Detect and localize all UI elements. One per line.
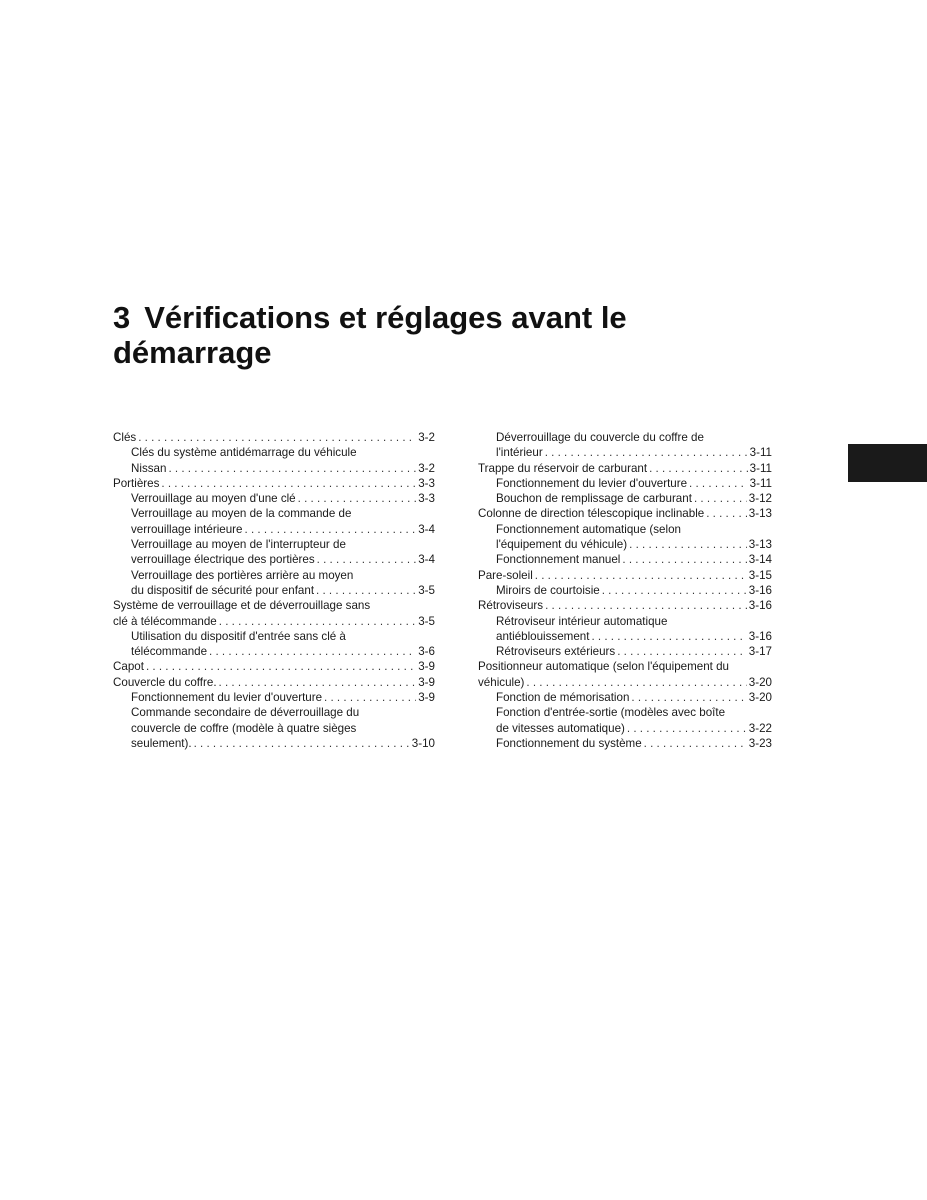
toc-page-number: 3-23 — [748, 736, 772, 750]
dot-leader — [146, 659, 416, 674]
dot-leader — [245, 522, 417, 537]
toc-entry-text: Colonne de direction télescopique inclinable — [478, 507, 705, 521]
toc-page-number: 3-11 — [749, 461, 772, 475]
toc-left-column — [113, 430, 435, 751]
toc-entry-text: l'intérieur — [496, 446, 543, 460]
chapter-title-line2: démarrage — [113, 335, 272, 370]
toc-page-number: 3-22 — [748, 721, 772, 735]
toc-entry[interactable] — [478, 583, 772, 598]
toc-entry[interactable] — [113, 445, 435, 476]
toc-entry[interactable] — [113, 659, 435, 674]
toc-right-column — [478, 430, 772, 751]
toc-entry-text: véhicule) — [478, 675, 525, 689]
toc-entry-text: Clés du système antidémarrage du véhicule — [131, 446, 357, 460]
toc-entry[interactable] — [478, 522, 772, 553]
toc-entry-text: Verrouillage au moyen d'une clé — [131, 492, 296, 506]
toc-entry[interactable] — [113, 506, 435, 537]
toc-entry-text: télécommande — [131, 645, 208, 659]
toc-entry[interactable] — [113, 430, 435, 445]
dot-leader — [324, 690, 416, 705]
chapter-number: 3 — [113, 300, 131, 335]
toc-entry[interactable] — [478, 614, 772, 645]
toc-entry[interactable] — [478, 476, 772, 491]
toc-entry[interactable] — [113, 568, 435, 599]
toc-entry[interactable] — [478, 461, 772, 476]
toc-entry[interactable] — [113, 690, 435, 705]
toc-page-number: 3-9 — [418, 691, 435, 705]
toc-page-number: 3-5 — [418, 614, 435, 628]
toc-entry-text: Verrouillage au moyen de l'interrupteur de — [131, 538, 346, 552]
dot-leader — [138, 430, 416, 445]
dot-leader — [622, 552, 746, 567]
toc-entry-text: de vitesses automatique) — [496, 721, 625, 735]
toc-entry[interactable] — [478, 598, 772, 613]
toc-entry[interactable] — [478, 552, 772, 567]
toc-entry-text: couvercle de coffre (modèle à quatre sièges — [131, 721, 357, 735]
toc-page-number: 3-20 — [748, 675, 772, 689]
toc-entry-text: Fonction d'entrée-sortie (modèles avec boîte — [496, 706, 726, 720]
toc-page-number: 3-3 — [418, 492, 435, 506]
toc-entry[interactable] — [478, 644, 772, 659]
toc-entry-text: verrouillage électrique des portières — [131, 553, 315, 567]
toc-entry-text: Fonctionnement manuel — [496, 553, 621, 567]
toc-entry-text: Fonctionnement automatique (selon — [496, 522, 681, 536]
dot-leader — [545, 598, 747, 613]
dot-leader — [602, 583, 747, 598]
toc-entry-text: clé à télécommande — [113, 614, 217, 628]
toc-entry[interactable] — [113, 629, 435, 660]
toc-entry-text: Système de verrouillage et de déverrouillage sans — [113, 599, 371, 613]
toc-page-number: 3-2 — [418, 431, 435, 444]
toc-entry-text: Utilisation du dispositif d'entrée sans clé à — [131, 629, 346, 643]
dot-leader — [706, 506, 747, 521]
toc-entry-text: Rétroviseur intérieur automatique — [496, 614, 668, 628]
dot-leader — [629, 537, 747, 552]
toc-page-number: 3-13 — [748, 507, 772, 521]
toc-entry[interactable] — [478, 659, 772, 690]
toc-entry-text: Déverrouillage du couvercle du coffre de — [496, 431, 704, 444]
toc-page-number: 3-13 — [748, 538, 772, 552]
toc-page-number: 3-3 — [418, 476, 435, 490]
toc-entry[interactable] — [113, 598, 435, 629]
toc-entry[interactable] — [478, 705, 772, 736]
toc-entry[interactable] — [478, 568, 772, 583]
toc-entry-text: Couvercle du coffre. — [113, 675, 217, 689]
toc-page-number: 3-6 — [418, 645, 435, 659]
toc-entry[interactable] — [113, 491, 435, 506]
toc-entry-text: Fonctionnement du système — [496, 736, 642, 750]
dot-leader — [219, 614, 416, 629]
toc-entry[interactable] — [113, 476, 435, 491]
toc-page-number: 3-11 — [749, 446, 772, 460]
toc-entry[interactable] — [113, 537, 435, 568]
toc-entry[interactable] — [478, 690, 772, 705]
dot-leader — [649, 461, 748, 476]
dot-leader — [689, 476, 748, 491]
toc-page-number: 3-2 — [418, 461, 435, 475]
chapter-tab-marker — [848, 444, 927, 482]
dot-leader — [194, 736, 410, 751]
toc-entry-text: Trappe du réservoir de carburant — [478, 461, 648, 475]
toc-entry-text: Fonction de mémorisation — [496, 691, 630, 705]
dot-leader — [317, 552, 417, 567]
toc-page-number: 3-5 — [418, 583, 435, 597]
toc-entry[interactable] — [478, 491, 772, 506]
toc-entry-text: Capot — [113, 660, 144, 674]
toc-page-number: 3-9 — [418, 675, 435, 689]
toc-entry-text: antiéblouissement — [496, 629, 590, 643]
toc-entry-text: l'équipement du véhicule) — [496, 538, 628, 552]
toc-page-number: 3-10 — [411, 736, 435, 750]
dot-leader — [644, 736, 747, 751]
toc-page-number: 3-4 — [418, 553, 435, 567]
toc-entry-text: Fonctionnement du levier d'ouverture — [131, 691, 323, 705]
dot-leader — [168, 461, 416, 476]
toc-page-number: 3-16 — [748, 629, 772, 643]
toc-entry-text: Verrouillage au moyen de la commande de — [131, 507, 352, 521]
toc-entry[interactable] — [113, 675, 435, 690]
toc-page-number: 3-16 — [748, 583, 772, 597]
toc-entry-text: Verrouillage des portières arrière au moyen — [131, 568, 354, 582]
chapter-title-line1: Vérifications et réglages avant le — [144, 300, 627, 335]
dot-leader — [631, 690, 746, 705]
toc-entry-text: verrouillage intérieure — [131, 522, 243, 536]
toc-entry-text: Commande secondaire de déverrouillage du — [131, 706, 360, 720]
toc-page-number: 3-16 — [748, 599, 772, 613]
dot-leader — [219, 675, 417, 690]
toc-entry-text: Rétroviseurs extérieurs — [496, 645, 616, 659]
dot-leader — [161, 476, 416, 491]
toc-entry-text: Rétroviseurs — [478, 599, 544, 613]
dot-leader — [617, 644, 747, 659]
toc-page-number: 3-20 — [748, 691, 772, 705]
dot-leader — [298, 491, 417, 506]
toc-page-number: 3-11 — [749, 476, 772, 490]
toc-entry[interactable] — [478, 430, 772, 461]
dot-leader — [627, 721, 747, 736]
toc-entry-text: du dispositif de sécurité pour enfant — [131, 583, 315, 597]
chapter-title — [113, 300, 753, 370]
dot-leader — [545, 445, 748, 460]
toc-page-number: 3-9 — [418, 660, 435, 674]
dot-leader — [591, 629, 746, 644]
toc-entry-text: Fonctionnement du levier d'ouverture — [496, 476, 688, 490]
dot-leader — [209, 644, 416, 659]
toc-page-number: 3-4 — [418, 522, 435, 536]
toc-page-number: 3-12 — [748, 492, 772, 506]
toc-entry-text: Miroirs de courtoisie — [496, 583, 600, 597]
toc-entry-text: Bouchon de remplissage de carburant — [496, 492, 692, 506]
toc-entry-text: seulement). — [131, 736, 192, 750]
toc-entry-text: Nissan — [131, 461, 167, 475]
toc-page-number: 3-17 — [748, 645, 772, 659]
toc-entry[interactable] — [113, 705, 435, 751]
toc-entry-text: Clés — [113, 431, 137, 444]
toc-page-number: 3-15 — [748, 568, 772, 582]
dot-leader — [694, 491, 747, 506]
toc-entry-text: Positionneur automatique (selon l'équipement du — [478, 660, 729, 674]
toc-page-number: 3-14 — [748, 553, 772, 567]
dot-leader — [526, 675, 746, 690]
toc-entry-text: Portières — [113, 476, 160, 490]
toc-entry-text: Pare-soleil — [478, 568, 533, 582]
toc-entry[interactable] — [478, 506, 772, 521]
toc-entry[interactable] — [478, 736, 772, 751]
dot-leader — [316, 583, 416, 598]
dot-leader — [535, 568, 747, 583]
